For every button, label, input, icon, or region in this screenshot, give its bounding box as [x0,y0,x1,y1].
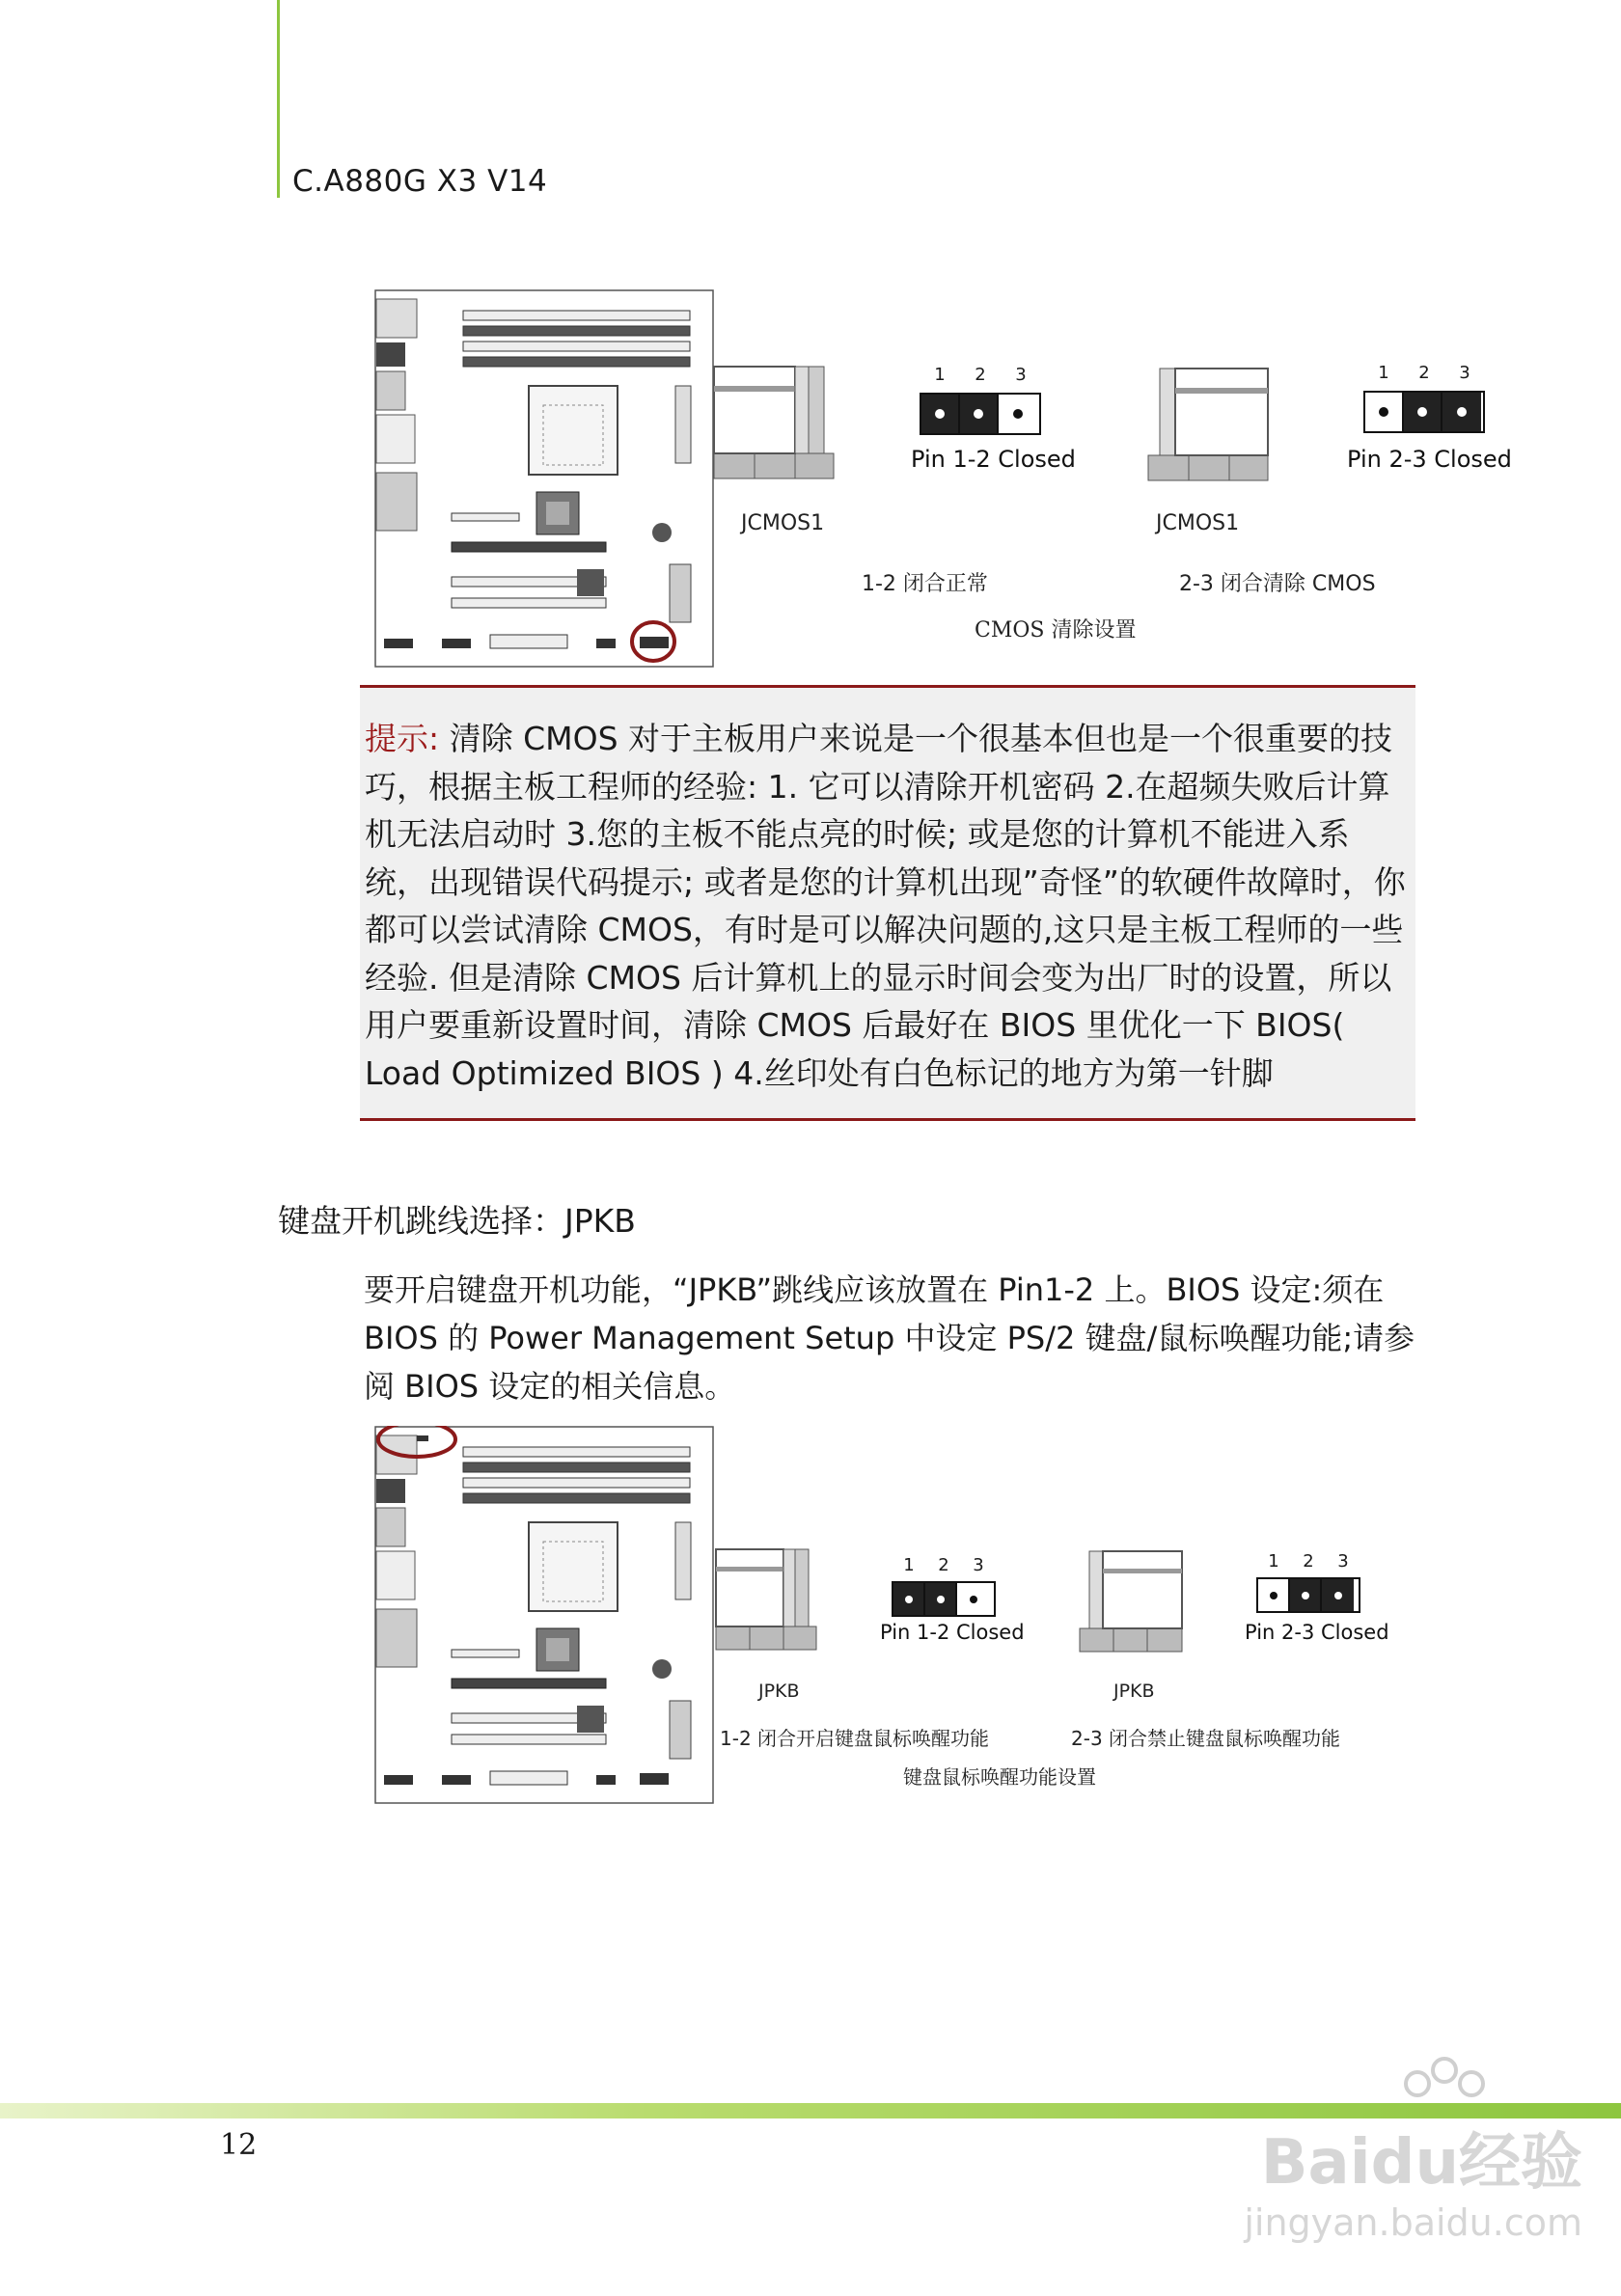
pin-3-open [999,395,1037,433]
pin-1-open [1365,393,1404,431]
watermark-brand: Baidu经验 [1260,2127,1582,2199]
section-paragraph: 要开启键盘开机功能，“JPKB”跳线应该放置在 Pin1-2 上。BIOS 设定:须在 BIOS 的 Power Management Setup 中设定 PS/2 键盘/鼠标唤醒功能;请参阅 BIOS 设定的相关信息。 [364,1271,1415,1405]
jcmos1-label-right: JCMOS1 [1156,511,1240,535]
jpkb-label-left: JPKB [758,1681,800,1702]
jpkb-pin23-figure [1256,1551,1360,1613]
pin-3-closed [1322,1579,1354,1611]
tip-body: 清除 CMOS 对于主板用户来说是一个很基本但也是一个很重要的技巧，根据主板工程师的经验: 1. 它可以清除开机密码 2.在超频失败后计算机无法启动时 3.您的主板不能点亮的时候; 或是您的计算机不能进入系统，出现错误代码提示; 或者是您的计算机出现”奇怪”的软硬件故障时，你都可以尝试清除 CMOS，有时是可以解决问题的,这只是主板工程师的一些经验. 但是清除 CMOS 后计算机上的显示时间会变为出厂时的设置，所以用户要重新设置时间，清除 CMOS 后最好在 BIOS 里优化一下 BIOS( Load Optimized BIOS ) 4.丝印处有白色标记的地方为第一针脚 [365,720,1406,1092]
pin-number: 1 [1268,1551,1279,1572]
pin-1-open [1258,1579,1290,1611]
jcmos1-label-left: JCMOS1 [741,511,825,535]
motherboard-diagram-cmos [374,289,714,668]
baidu-watermark [1244,2055,1582,2244]
jpkb-label-right: JPKB [1113,1681,1155,1702]
pin-2-closed [960,395,999,433]
jpkb-desc-right: 2-3 闭合禁止键盘鼠标唤醒功能 [1071,1727,1341,1750]
jpkb-pin12-caption: Pin 1-2 Closed [880,1621,1025,1644]
pin-3-open [957,1583,989,1615]
pin-number: 1 [934,365,946,385]
jpkb-pin12-figure [892,1555,996,1617]
jumper-sideview-cmos-left [712,357,838,482]
header-accent-bar [277,0,280,198]
tip-note-text [365,715,1412,1097]
cmos-pin23-caption: Pin 2-3 Closed [1347,446,1512,473]
jpkb-desc-left: 1-2 闭合开启键盘鼠标唤醒功能 [720,1727,990,1750]
pin-1-closed [921,395,960,433]
cmos-desc-right: 2-3 闭合清除 CMOS [1179,572,1376,596]
tip-label: 提示: [365,720,440,757]
pin-number: 3 [973,1555,984,1575]
jumper-sideview-cmos-right [1146,365,1272,482]
model-header: C.A880G X3 V14 [292,164,548,199]
pin-number: 2 [1303,1551,1314,1572]
pin-number: 3 [1015,365,1027,385]
section-heading: 键盘开机跳线选择：JPKB [278,1202,636,1240]
pin-3-closed [1442,393,1481,431]
pin-number: 1 [903,1555,915,1575]
jpkb-pin23-caption: Pin 2-3 Closed [1245,1621,1389,1644]
cmos-pin23-figure [1363,363,1485,433]
watermark-url: jingyan.baidu.com [1244,2201,1582,2244]
pin-2-closed [1404,393,1442,431]
pin-number: 2 [1418,363,1430,383]
motherboard-diagram-jpkb [374,1426,714,1804]
cmos-figure-title: CMOS 清除设置 [975,618,1137,642]
pin-number: 3 [1337,1551,1349,1572]
pin-number: 2 [975,365,986,385]
cmos-pin12-figure [920,365,1041,435]
pin-number: 2 [938,1555,949,1575]
jpkb-figure-title: 键盘鼠标唤醒功能设置 [903,1765,1096,1789]
jumper-sideview-jpkb-left [714,1544,820,1652]
pin-1-closed [893,1583,925,1615]
pin-number: 1 [1378,363,1389,383]
tip-note-box [360,685,1415,1121]
jumper-sideview-jpkb-right [1078,1547,1186,1654]
pin-number: 3 [1459,363,1470,383]
cmos-pin12-caption: Pin 1-2 Closed [911,446,1076,473]
pin-2-closed [925,1583,957,1615]
paw-icon [1388,2055,1504,2132]
pin-2-closed [1290,1579,1322,1611]
page-number: 12 [220,2128,258,2162]
cmos-desc-left: 1-2 闭合正常 [862,572,988,596]
